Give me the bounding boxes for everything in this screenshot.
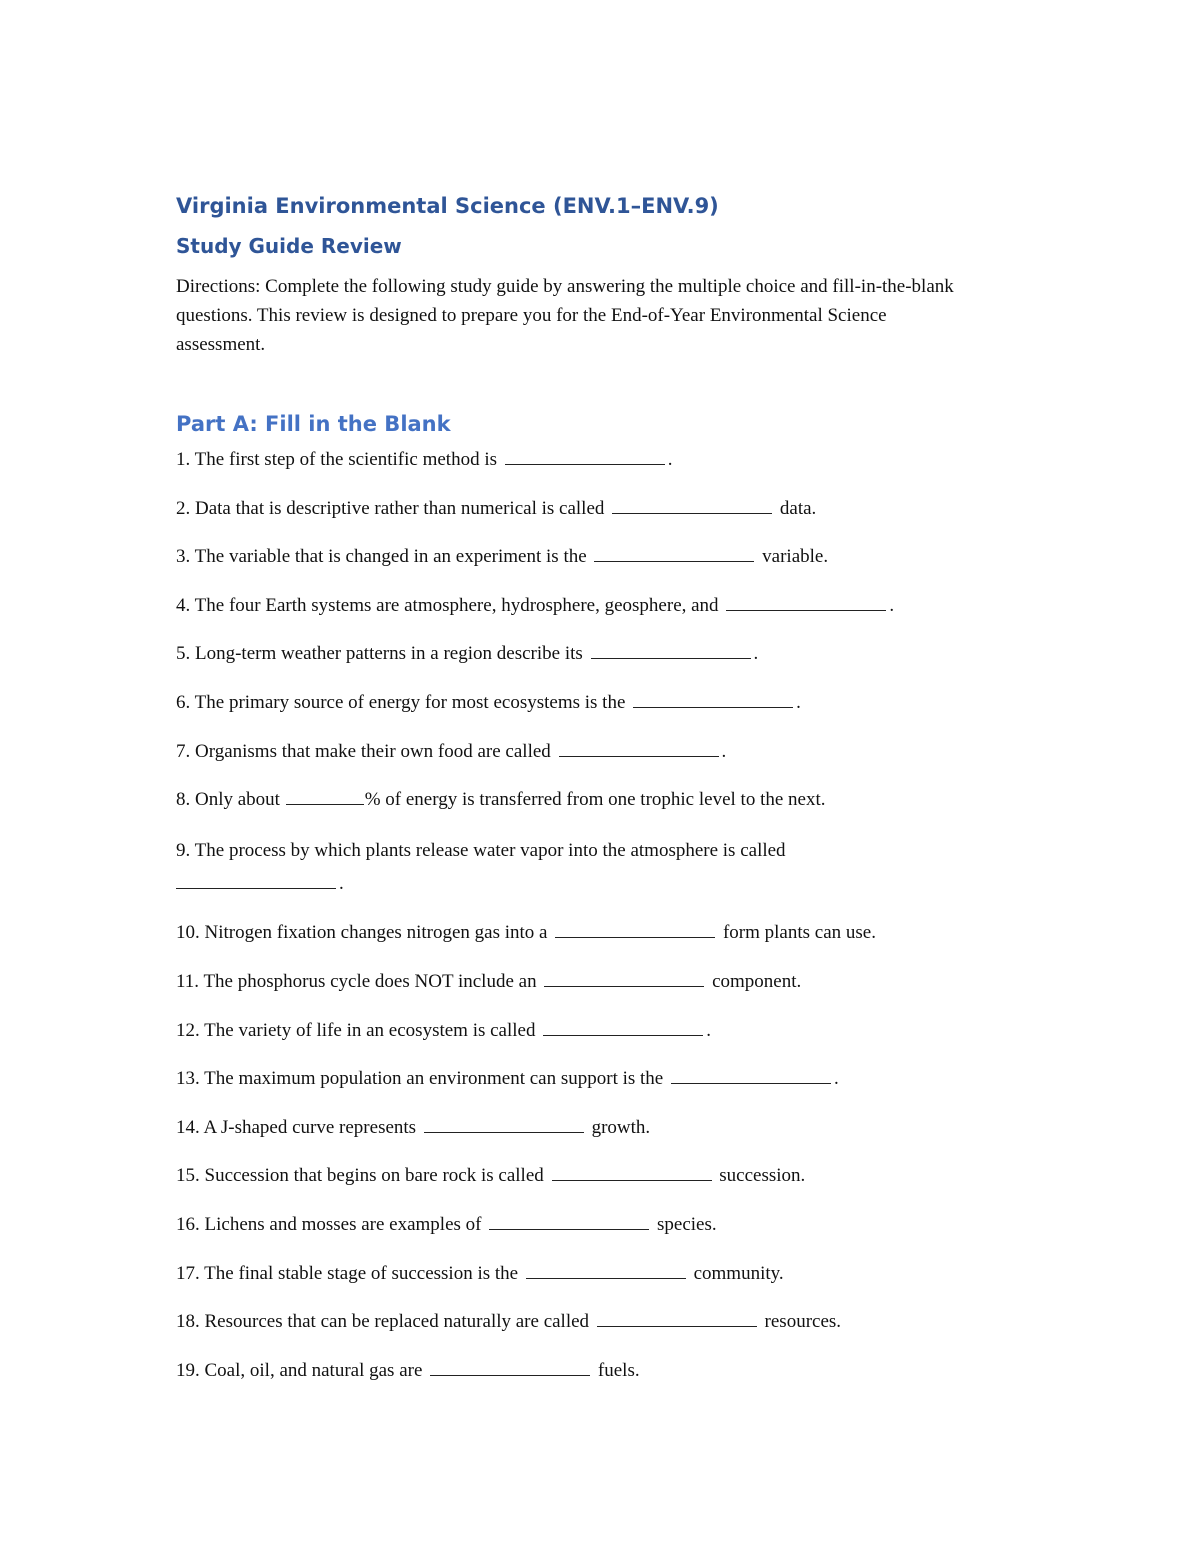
- question-13: [176, 1064, 1056, 1094]
- answer-blank[interactable]: [543, 1034, 703, 1036]
- question-11: [176, 967, 1056, 997]
- question-text: 8. Only about: [176, 789, 280, 811]
- question-text: 10. Nitrogen fixation changes nitrogen gas into a: [176, 922, 548, 944]
- question-text-after: .: [753, 643, 759, 665]
- answer-blank[interactable]: [559, 755, 719, 757]
- answer-blank[interactable]: [633, 706, 793, 708]
- question-6: [176, 688, 1056, 718]
- question-3: [176, 542, 1056, 572]
- question-12: [176, 1016, 1056, 1046]
- question-text-after: component.: [712, 970, 802, 992]
- question-text: 1. The first step of the scientific method is: [176, 449, 497, 470]
- question-18: [176, 1307, 1056, 1337]
- question-text-after: succession.: [719, 1165, 806, 1187]
- question-text: 12. The variety of life in an ecosystem is called: [176, 1019, 536, 1041]
- question-text-after: .: [706, 1019, 711, 1041]
- question-text-after: .: [796, 691, 801, 713]
- question-text: 16. Lichens and mosses are examples of: [176, 1213, 482, 1235]
- question-text-after: fuels.: [597, 1359, 640, 1381]
- question-text-after: data.: [779, 497, 817, 519]
- question-text: 3. The variable that is changed in an experiment is the: [176, 546, 587, 568]
- document-subtitle: Study Guide Review: [176, 234, 402, 258]
- question-text: 18. Resources that can be replaced naturally are called: [176, 1311, 590, 1333]
- answer-blank[interactable]: [597, 1325, 757, 1327]
- question-17: [176, 1259, 1056, 1289]
- answer-blank[interactable]: [591, 657, 751, 659]
- question-text: 4. The four Earth systems are atmosphere, hydrosphere, geosphere, and: [176, 594, 719, 616]
- question-text: 6. The primary source of energy for most ecosystems is the: [176, 691, 626, 713]
- question-10: [176, 918, 1056, 948]
- answer-blank[interactable]: [594, 560, 754, 562]
- question-9: [176, 834, 956, 900]
- document-page: [176, 188, 1056, 1404]
- question-text-after: resources.: [764, 1311, 842, 1333]
- answer-blank[interactable]: [671, 1082, 831, 1084]
- question-19: [176, 1356, 1056, 1386]
- question-text-after: community.: [693, 1262, 784, 1284]
- answer-blank[interactable]: [430, 1374, 590, 1376]
- question-text: 5. Long-term weather patterns in a region describe its: [176, 643, 583, 665]
- question-text: 9. The process by which plants release water vapor into the atmosphere is called: [176, 839, 786, 861]
- question-text-after: % of energy is transferred from one trophic level to the next.: [364, 789, 826, 811]
- question-text: 13. The maximum population an environment can support is the: [176, 1068, 664, 1090]
- question-text-after: variable.: [762, 546, 829, 568]
- question-text: 15. Succession that begins on bare rock is called: [176, 1165, 544, 1187]
- answer-blank[interactable]: [555, 936, 715, 938]
- question-text-after: form plants can use.: [722, 922, 876, 944]
- answer-blank[interactable]: [424, 1131, 584, 1133]
- answer-blank[interactable]: [286, 803, 364, 805]
- question-text-after: species.: [657, 1213, 717, 1235]
- question-list: [176, 445, 1056, 1386]
- question-14: [176, 1113, 1056, 1143]
- question-4: [176, 591, 1056, 621]
- question-text-after: .: [833, 1068, 839, 1090]
- question-text: 7. Organisms that make their own food are called: [176, 740, 551, 762]
- question-15: [176, 1161, 1056, 1191]
- answer-blank[interactable]: [526, 1277, 686, 1279]
- answer-blank[interactable]: [612, 512, 772, 514]
- question-1: [176, 445, 1056, 475]
- question-16: [176, 1210, 1056, 1240]
- question-5: [176, 639, 1056, 669]
- answer-blank[interactable]: [489, 1228, 649, 1230]
- directions-text: Directions: Complete the following study guide by answering the multiple choice and fill-in-the-blank questions. This review is designed to prepare you for the End-of-Year Environmental Science assessment.: [176, 276, 954, 355]
- answer-blank[interactable]: [552, 1179, 712, 1181]
- question-text: 2. Data that is descriptive rather than numerical is called: [176, 497, 605, 519]
- question-text-after: .: [721, 740, 727, 762]
- document-title: Virginia Environmental Science (ENV.1–ENV.9): [176, 194, 719, 218]
- answer-blank[interactable]: [726, 609, 886, 611]
- question-text: 14. A J-shaped curve represents: [176, 1116, 417, 1138]
- question-text: 19. Coal, oil, and natural gas are: [176, 1359, 423, 1381]
- question-8: [176, 785, 1056, 815]
- part-a-heading: Part A: Fill in the Blank: [176, 412, 451, 436]
- question-7: [176, 737, 1056, 767]
- question-2: [176, 494, 1056, 524]
- question-text: 11. The phosphorus cycle does NOT include an: [176, 970, 537, 992]
- question-text-after: .: [889, 594, 895, 616]
- answer-blank[interactable]: [544, 985, 704, 987]
- question-text-after: .: [339, 872, 344, 894]
- question-text: 17. The final stable stage of succession is the: [176, 1262, 519, 1284]
- question-text-after: growth.: [591, 1116, 651, 1138]
- answer-blank[interactable]: [176, 887, 336, 889]
- answer-blank[interactable]: [505, 463, 665, 465]
- question-text-after: .: [667, 449, 673, 470]
